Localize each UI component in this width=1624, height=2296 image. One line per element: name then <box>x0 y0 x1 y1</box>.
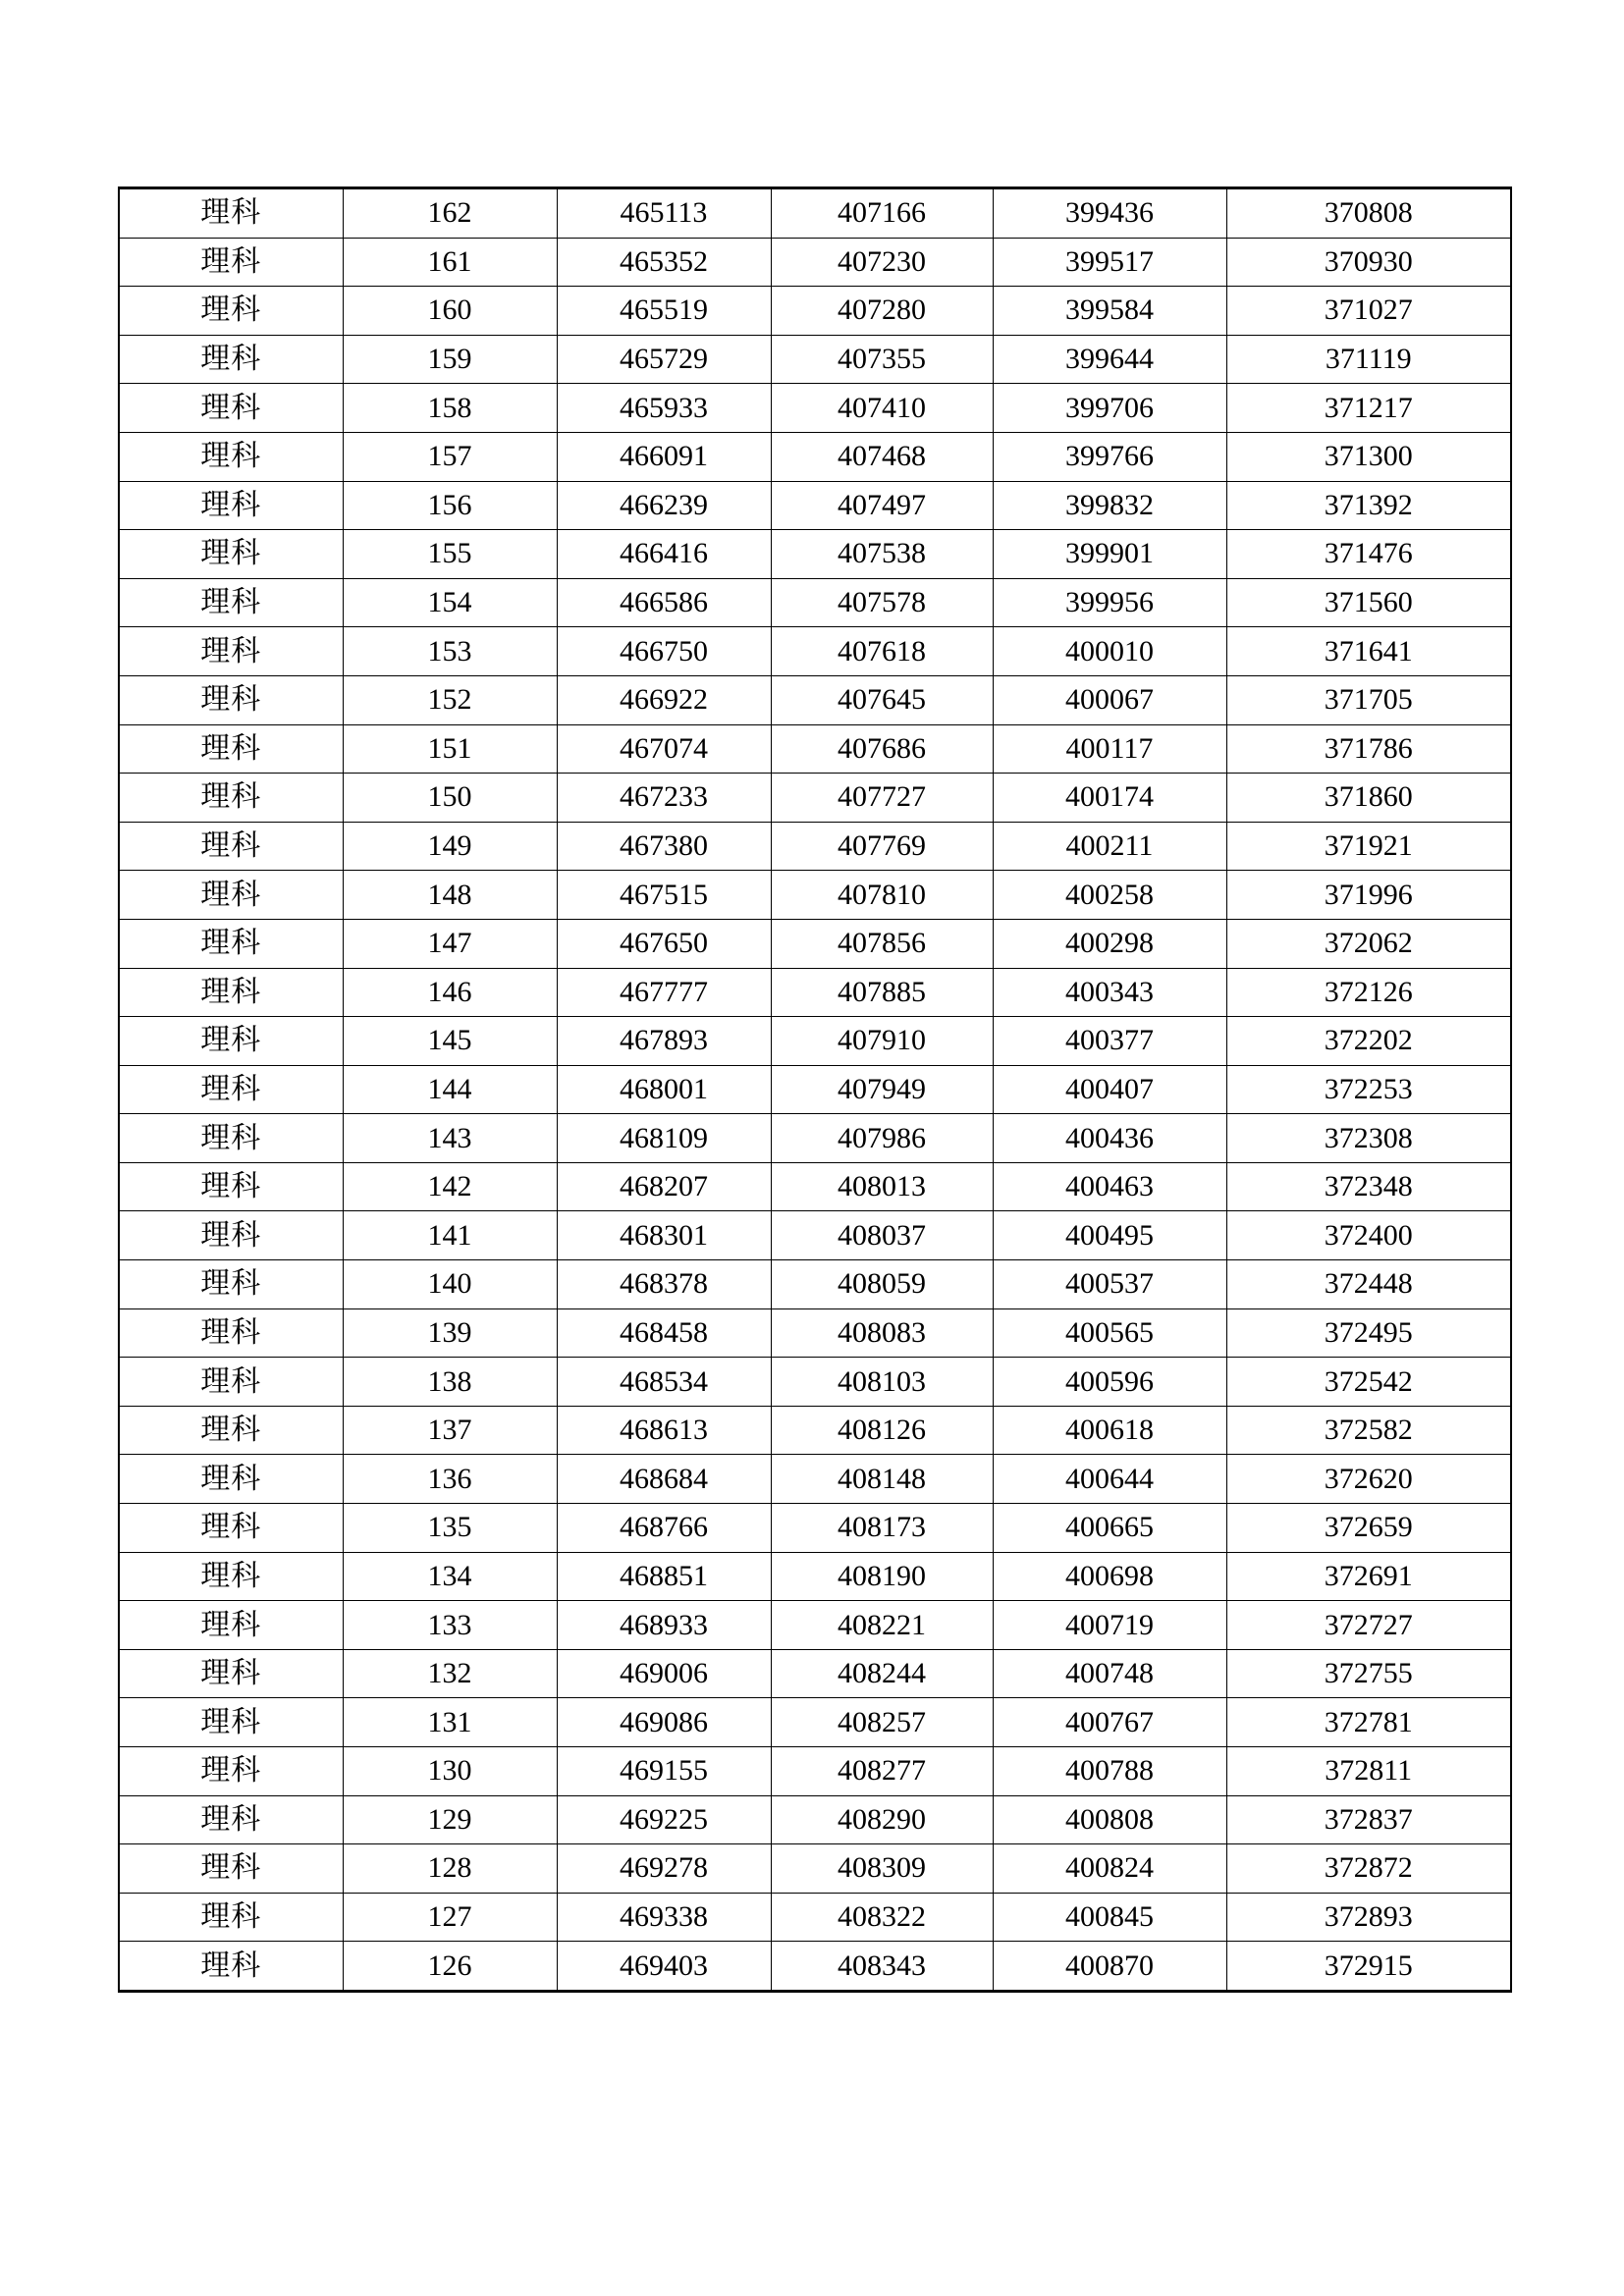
score-cell: 153 <box>343 627 557 676</box>
cumulative-3-cell: 400845 <box>993 1893 1226 1942</box>
cumulative-2-cell: 407355 <box>771 335 993 384</box>
cumulative-1-cell: 467650 <box>557 919 771 968</box>
score-cell: 147 <box>343 919 557 968</box>
cumulative-4-cell: 371705 <box>1226 675 1511 724</box>
score-cell: 134 <box>343 1552 557 1601</box>
score-cell: 127 <box>343 1893 557 1942</box>
cumulative-4-cell: 370808 <box>1226 188 1511 239</box>
cumulative-4-cell: 371860 <box>1226 774 1511 823</box>
cumulative-2-cell: 407468 <box>771 432 993 481</box>
table-row <box>119 1114 1511 1163</box>
track-cell: 理科 <box>119 724 343 774</box>
table-row <box>119 1162 1511 1211</box>
cumulative-3-cell: 399956 <box>993 578 1226 627</box>
cumulative-2-cell: 407986 <box>771 1114 993 1163</box>
cumulative-1-cell: 466586 <box>557 578 771 627</box>
cumulative-3-cell: 400537 <box>993 1260 1226 1309</box>
cumulative-3-cell: 400258 <box>993 871 1226 920</box>
track-cell: 理科 <box>119 1162 343 1211</box>
track-cell: 理科 <box>119 871 343 920</box>
score-cell: 155 <box>343 530 557 579</box>
cumulative-2-cell: 408343 <box>771 1942 993 1992</box>
cumulative-4-cell: 372893 <box>1226 1893 1511 1942</box>
track-cell: 理科 <box>119 432 343 481</box>
cumulative-2-cell: 407645 <box>771 675 993 724</box>
cumulative-2-cell: 408221 <box>771 1601 993 1650</box>
cumulative-3-cell: 399706 <box>993 384 1226 433</box>
cumulative-3-cell: 400298 <box>993 919 1226 968</box>
score-cell: 145 <box>343 1017 557 1066</box>
cumulative-2-cell: 407618 <box>771 627 993 676</box>
table-row <box>119 238 1511 287</box>
track-cell: 理科 <box>119 1358 343 1407</box>
cumulative-2-cell: 408013 <box>771 1162 993 1211</box>
cumulative-2-cell: 408059 <box>771 1260 993 1309</box>
cumulative-1-cell: 467380 <box>557 822 771 871</box>
score-cell: 150 <box>343 774 557 823</box>
track-cell: 理科 <box>119 774 343 823</box>
cumulative-3-cell: 400596 <box>993 1358 1226 1407</box>
cumulative-1-cell: 468109 <box>557 1114 771 1163</box>
score-cell: 152 <box>343 675 557 724</box>
cumulative-3-cell: 400870 <box>993 1942 1226 1992</box>
score-cell: 161 <box>343 238 557 287</box>
track-cell: 理科 <box>119 1504 343 1553</box>
cumulative-2-cell: 408257 <box>771 1698 993 1747</box>
table-row <box>119 724 1511 774</box>
cumulative-2-cell: 407686 <box>771 724 993 774</box>
track-cell: 理科 <box>119 1260 343 1309</box>
track-cell: 理科 <box>119 1893 343 1942</box>
cumulative-2-cell: 408290 <box>771 1795 993 1844</box>
cumulative-2-cell: 407578 <box>771 578 993 627</box>
cumulative-1-cell: 466922 <box>557 675 771 724</box>
cumulative-3-cell: 400436 <box>993 1114 1226 1163</box>
cumulative-3-cell: 399832 <box>993 481 1226 530</box>
track-cell: 理科 <box>119 968 343 1017</box>
cumulative-3-cell: 399901 <box>993 530 1226 579</box>
score-cell: 159 <box>343 335 557 384</box>
cumulative-2-cell: 408309 <box>771 1844 993 1894</box>
cumulative-4-cell: 372400 <box>1226 1211 1511 1260</box>
track-cell: 理科 <box>119 675 343 724</box>
cumulative-3-cell: 399644 <box>993 335 1226 384</box>
cumulative-4-cell: 372659 <box>1226 1504 1511 1553</box>
table-row <box>119 919 1511 968</box>
table-row <box>119 1942 1511 1992</box>
track-cell: 理科 <box>119 481 343 530</box>
track-cell: 理科 <box>119 1455 343 1504</box>
track-cell: 理科 <box>119 1017 343 1066</box>
track-cell: 理科 <box>119 627 343 676</box>
cumulative-3-cell: 400618 <box>993 1406 1226 1455</box>
cumulative-4-cell: 372126 <box>1226 968 1511 1017</box>
cumulative-3-cell: 400748 <box>993 1649 1226 1698</box>
cumulative-1-cell: 469338 <box>557 1893 771 1942</box>
cumulative-1-cell: 468933 <box>557 1601 771 1650</box>
score-table-container <box>118 187 1510 1993</box>
table-row <box>119 1601 1511 1650</box>
track-cell: 理科 <box>119 1211 343 1260</box>
cumulative-2-cell: 408126 <box>771 1406 993 1455</box>
score-cell: 149 <box>343 822 557 871</box>
table-row <box>119 384 1511 433</box>
table-row <box>119 1406 1511 1455</box>
cumulative-1-cell: 467893 <box>557 1017 771 1066</box>
score-cell: 128 <box>343 1844 557 1894</box>
cumulative-2-cell: 407949 <box>771 1065 993 1114</box>
cumulative-2-cell: 407280 <box>771 287 993 336</box>
cumulative-1-cell: 468684 <box>557 1455 771 1504</box>
cumulative-3-cell: 400767 <box>993 1698 1226 1747</box>
cumulative-4-cell: 371027 <box>1226 287 1511 336</box>
cumulative-4-cell: 372915 <box>1226 1942 1511 1992</box>
table-row <box>119 1893 1511 1942</box>
cumulative-4-cell: 372308 <box>1226 1114 1511 1163</box>
cumulative-4-cell: 370930 <box>1226 238 1511 287</box>
cumulative-1-cell: 467074 <box>557 724 771 774</box>
track-cell: 理科 <box>119 1747 343 1796</box>
track-cell: 理科 <box>119 384 343 433</box>
score-cell: 136 <box>343 1455 557 1504</box>
cumulative-2-cell: 407885 <box>771 968 993 1017</box>
track-cell: 理科 <box>119 578 343 627</box>
cumulative-2-cell: 408037 <box>771 1211 993 1260</box>
score-cell: 162 <box>343 188 557 239</box>
cumulative-1-cell: 468851 <box>557 1552 771 1601</box>
score-cell: 132 <box>343 1649 557 1698</box>
cumulative-2-cell: 407727 <box>771 774 993 823</box>
cumulative-3-cell: 400407 <box>993 1065 1226 1114</box>
cumulative-2-cell: 408277 <box>771 1747 993 1796</box>
table-row <box>119 287 1511 336</box>
score-cell: 139 <box>343 1308 557 1358</box>
track-cell: 理科 <box>119 919 343 968</box>
score-cell: 158 <box>343 384 557 433</box>
score-cell: 151 <box>343 724 557 774</box>
cumulative-1-cell: 469403 <box>557 1942 771 1992</box>
score-table-body <box>119 188 1511 1992</box>
score-cell: 137 <box>343 1406 557 1455</box>
cumulative-3-cell: 399517 <box>993 238 1226 287</box>
cumulative-4-cell: 372495 <box>1226 1308 1511 1358</box>
cumulative-2-cell: 407810 <box>771 871 993 920</box>
cumulative-4-cell: 371996 <box>1226 871 1511 920</box>
score-cell: 131 <box>343 1698 557 1747</box>
table-row <box>119 1455 1511 1504</box>
score-cell: 142 <box>343 1162 557 1211</box>
cumulative-2-cell: 407230 <box>771 238 993 287</box>
cumulative-2-cell: 408173 <box>771 1504 993 1553</box>
table-row <box>119 1698 1511 1747</box>
cumulative-2-cell: 408083 <box>771 1308 993 1358</box>
track-cell: 理科 <box>119 530 343 579</box>
table-row <box>119 1358 1511 1407</box>
cumulative-4-cell: 371300 <box>1226 432 1511 481</box>
table-row <box>119 871 1511 920</box>
score-cell: 144 <box>343 1065 557 1114</box>
cumulative-1-cell: 468613 <box>557 1406 771 1455</box>
cumulative-3-cell: 400644 <box>993 1455 1226 1504</box>
score-cell: 133 <box>343 1601 557 1650</box>
score-rank-table <box>118 187 1512 1993</box>
track-cell: 理科 <box>119 1844 343 1894</box>
cumulative-3-cell: 400463 <box>993 1162 1226 1211</box>
cumulative-4-cell: 371217 <box>1226 384 1511 433</box>
cumulative-3-cell: 400343 <box>993 968 1226 1017</box>
cumulative-4-cell: 372872 <box>1226 1844 1511 1894</box>
cumulative-4-cell: 372202 <box>1226 1017 1511 1066</box>
cumulative-3-cell: 399436 <box>993 188 1226 239</box>
track-cell: 理科 <box>119 335 343 384</box>
cumulative-2-cell: 407769 <box>771 822 993 871</box>
cumulative-4-cell: 372348 <box>1226 1162 1511 1211</box>
cumulative-1-cell: 466091 <box>557 432 771 481</box>
cumulative-4-cell: 372755 <box>1226 1649 1511 1698</box>
cumulative-1-cell: 468458 <box>557 1308 771 1358</box>
cumulative-1-cell: 468301 <box>557 1211 771 1260</box>
track-cell: 理科 <box>119 1795 343 1844</box>
track-cell: 理科 <box>119 287 343 336</box>
table-row <box>119 1504 1511 1553</box>
cumulative-2-cell: 407910 <box>771 1017 993 1066</box>
cumulative-3-cell: 400698 <box>993 1552 1226 1601</box>
cumulative-1-cell: 469006 <box>557 1649 771 1698</box>
track-cell: 理科 <box>119 1552 343 1601</box>
cumulative-2-cell: 407856 <box>771 919 993 968</box>
table-row <box>119 1260 1511 1309</box>
score-cell: 143 <box>343 1114 557 1163</box>
table-row <box>119 822 1511 871</box>
cumulative-1-cell: 468534 <box>557 1358 771 1407</box>
cumulative-3-cell: 400377 <box>993 1017 1226 1066</box>
cumulative-1-cell: 469225 <box>557 1795 771 1844</box>
table-row <box>119 530 1511 579</box>
table-row <box>119 432 1511 481</box>
cumulative-4-cell: 372448 <box>1226 1260 1511 1309</box>
cumulative-1-cell: 465113 <box>557 188 771 239</box>
table-row <box>119 1844 1511 1894</box>
cumulative-3-cell: 400067 <box>993 675 1226 724</box>
cumulative-4-cell: 372620 <box>1226 1455 1511 1504</box>
track-cell: 理科 <box>119 1114 343 1163</box>
cumulative-3-cell: 400565 <box>993 1308 1226 1358</box>
table-row <box>119 1065 1511 1114</box>
cumulative-1-cell: 466239 <box>557 481 771 530</box>
track-cell: 理科 <box>119 1601 343 1650</box>
score-cell: 130 <box>343 1747 557 1796</box>
table-row <box>119 1308 1511 1358</box>
score-cell: 146 <box>343 968 557 1017</box>
track-cell: 理科 <box>119 238 343 287</box>
cumulative-2-cell: 408322 <box>771 1893 993 1942</box>
cumulative-2-cell: 408244 <box>771 1649 993 1698</box>
cumulative-1-cell: 469278 <box>557 1844 771 1894</box>
cumulative-3-cell: 400117 <box>993 724 1226 774</box>
cumulative-1-cell: 468766 <box>557 1504 771 1553</box>
cumulative-4-cell: 371476 <box>1226 530 1511 579</box>
cumulative-1-cell: 469086 <box>557 1698 771 1747</box>
cumulative-1-cell: 467233 <box>557 774 771 823</box>
table-row <box>119 1017 1511 1066</box>
table-row <box>119 627 1511 676</box>
score-cell: 138 <box>343 1358 557 1407</box>
cumulative-1-cell: 466416 <box>557 530 771 579</box>
cumulative-4-cell: 372781 <box>1226 1698 1511 1747</box>
cumulative-4-cell: 371641 <box>1226 627 1511 676</box>
cumulative-1-cell: 467777 <box>557 968 771 1017</box>
cumulative-4-cell: 372253 <box>1226 1065 1511 1114</box>
cumulative-1-cell: 469155 <box>557 1747 771 1796</box>
cumulative-4-cell: 372837 <box>1226 1795 1511 1844</box>
cumulative-4-cell: 371560 <box>1226 578 1511 627</box>
cumulative-4-cell: 372582 <box>1226 1406 1511 1455</box>
table-row <box>119 968 1511 1017</box>
cumulative-4-cell: 372811 <box>1226 1747 1511 1796</box>
track-cell: 理科 <box>119 1065 343 1114</box>
cumulative-3-cell: 399766 <box>993 432 1226 481</box>
track-cell: 理科 <box>119 1406 343 1455</box>
cumulative-4-cell: 371119 <box>1226 335 1511 384</box>
score-cell: 126 <box>343 1942 557 1992</box>
score-cell: 156 <box>343 481 557 530</box>
table-row <box>119 335 1511 384</box>
cumulative-4-cell: 372691 <box>1226 1552 1511 1601</box>
table-row <box>119 1649 1511 1698</box>
cumulative-1-cell: 468001 <box>557 1065 771 1114</box>
cumulative-2-cell: 408148 <box>771 1455 993 1504</box>
score-cell: 157 <box>343 432 557 481</box>
cumulative-4-cell: 372727 <box>1226 1601 1511 1650</box>
cumulative-3-cell: 400719 <box>993 1601 1226 1650</box>
table-row <box>119 1747 1511 1796</box>
cumulative-2-cell: 407497 <box>771 481 993 530</box>
table-row <box>119 578 1511 627</box>
cumulative-1-cell: 465519 <box>557 287 771 336</box>
table-row <box>119 1795 1511 1844</box>
cumulative-4-cell: 372542 <box>1226 1358 1511 1407</box>
table-row <box>119 188 1511 239</box>
score-cell: 129 <box>343 1795 557 1844</box>
track-cell: 理科 <box>119 188 343 239</box>
cumulative-4-cell: 371786 <box>1226 724 1511 774</box>
cumulative-3-cell: 400174 <box>993 774 1226 823</box>
cumulative-1-cell: 465933 <box>557 384 771 433</box>
cumulative-4-cell: 371921 <box>1226 822 1511 871</box>
cumulative-2-cell: 408103 <box>771 1358 993 1407</box>
cumulative-3-cell: 400211 <box>993 822 1226 871</box>
table-row <box>119 1552 1511 1601</box>
cumulative-3-cell: 400788 <box>993 1747 1226 1796</box>
cumulative-3-cell: 400808 <box>993 1795 1226 1844</box>
score-cell: 148 <box>343 871 557 920</box>
cumulative-1-cell: 465729 <box>557 335 771 384</box>
track-cell: 理科 <box>119 1698 343 1747</box>
score-cell: 141 <box>343 1211 557 1260</box>
score-cell: 154 <box>343 578 557 627</box>
cumulative-2-cell: 407410 <box>771 384 993 433</box>
table-row <box>119 1211 1511 1260</box>
table-row <box>119 675 1511 724</box>
cumulative-4-cell: 371392 <box>1226 481 1511 530</box>
track-cell: 理科 <box>119 1942 343 1992</box>
track-cell: 理科 <box>119 1308 343 1358</box>
cumulative-3-cell: 400665 <box>993 1504 1226 1553</box>
cumulative-3-cell: 400824 <box>993 1844 1226 1894</box>
table-row <box>119 481 1511 530</box>
cumulative-1-cell: 468207 <box>557 1162 771 1211</box>
score-cell: 140 <box>343 1260 557 1309</box>
table-row <box>119 774 1511 823</box>
cumulative-1-cell: 468378 <box>557 1260 771 1309</box>
cumulative-4-cell: 372062 <box>1226 919 1511 968</box>
cumulative-1-cell: 467515 <box>557 871 771 920</box>
cumulative-3-cell: 399584 <box>993 287 1226 336</box>
score-cell: 135 <box>343 1504 557 1553</box>
cumulative-2-cell: 407538 <box>771 530 993 579</box>
cumulative-3-cell: 400495 <box>993 1211 1226 1260</box>
score-cell: 160 <box>343 287 557 336</box>
cumulative-3-cell: 400010 <box>993 627 1226 676</box>
track-cell: 理科 <box>119 1649 343 1698</box>
cumulative-2-cell: 408190 <box>771 1552 993 1601</box>
cumulative-1-cell: 466750 <box>557 627 771 676</box>
cumulative-1-cell: 465352 <box>557 238 771 287</box>
track-cell: 理科 <box>119 822 343 871</box>
cumulative-2-cell: 407166 <box>771 188 993 239</box>
